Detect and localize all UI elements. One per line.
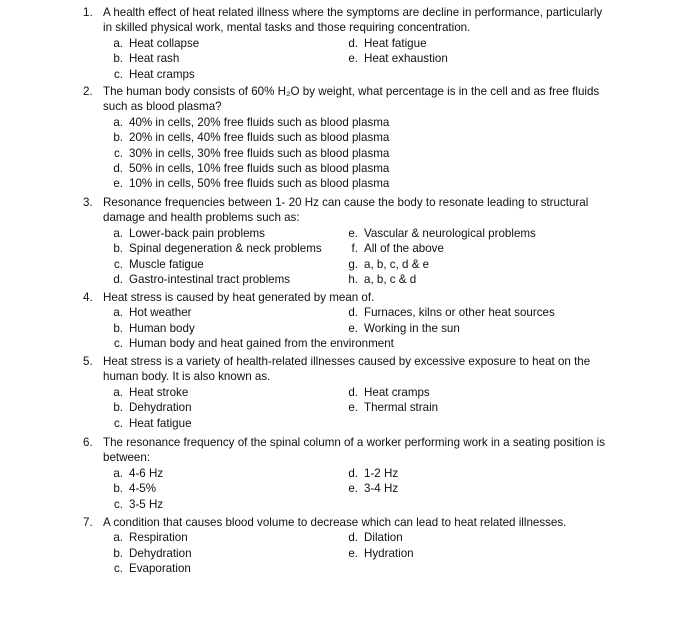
question-text: Resonance frequencies between 1- 20 Hz can cause the body to resonate leading to structural <box>103 196 589 209</box>
option-letter: c. <box>113 67 123 81</box>
option-letter: c. <box>113 146 123 160</box>
option-text: Dehydration <box>129 546 192 560</box>
option-letter: c. <box>113 257 123 271</box>
option-letter: h. <box>348 272 358 286</box>
option-text: 1-2 Hz <box>364 466 399 480</box>
question-number: 5. <box>83 355 93 368</box>
question-text: between: <box>103 451 151 465</box>
option-text: Respiration <box>129 531 188 545</box>
question-text: A condition that causes blood volume to decrease which can lead to heat related illnesses. <box>103 516 567 529</box>
option-text: Heat rash <box>129 52 180 66</box>
option-letter: e. <box>348 226 358 240</box>
option-text: Heat stroke <box>129 385 189 399</box>
option-letter: c. <box>113 497 123 511</box>
option-letter: e. <box>113 177 123 191</box>
option-text: Human body <box>129 321 195 335</box>
option-letter: d. <box>348 385 358 399</box>
option-text: All of the above <box>364 242 444 256</box>
option-letter: e. <box>348 52 358 66</box>
option-text: 50% in cells, 10% free fluids such as blood plasma <box>129 161 390 175</box>
question-2 <box>0 84 700 192</box>
option-letter: b. <box>113 52 123 66</box>
option-text: 4-6 Hz <box>129 466 164 480</box>
option-text: Hot weather <box>129 306 192 320</box>
option-letter: b. <box>113 321 123 335</box>
option-text: Spinal degeneration & neck problems <box>129 242 322 256</box>
option-text: Lower-back pain problems <box>129 226 265 240</box>
question-7 <box>0 515 700 577</box>
question-text: in skilled physical work, mental tasks and those requiring concentration. <box>103 21 471 35</box>
question-number: 1. <box>83 6 93 19</box>
option-text: Hydration <box>364 546 414 560</box>
option-text: Vascular & neurological problems <box>364 226 536 240</box>
option-text: 3-4 Hz <box>364 482 399 496</box>
option-text: Evaporation <box>129 562 191 576</box>
question-5 <box>0 354 700 431</box>
question-4 <box>0 290 700 352</box>
option-letter: e. <box>348 321 358 335</box>
option-letter: b. <box>113 131 123 145</box>
option-text: Working in the sun <box>364 321 460 335</box>
question-number: 3. <box>83 196 93 209</box>
option-text: Dehydration <box>129 401 192 415</box>
option-letter: a. <box>113 385 123 399</box>
option-text: Heat fatigue <box>129 416 192 430</box>
option-text: 4-5% <box>129 482 157 496</box>
option-letter: c. <box>113 562 123 576</box>
option-text: 3-5 Hz <box>129 497 164 511</box>
option-text: 20% in cells, 40% free fluids such as blood plasma <box>129 131 390 145</box>
option-text: Heat cramps <box>364 385 430 399</box>
question-text: Heat stress is caused by heat generated by mean of. <box>103 291 375 304</box>
option-text: Human body and heat gained from the environment <box>129 337 394 351</box>
option-letter: c. <box>113 337 123 351</box>
option-text: Thermal strain <box>364 401 439 415</box>
option-text: Heat exhaustion <box>364 52 448 66</box>
question-1 <box>0 5 700 82</box>
option-text: Muscle fatigue <box>129 257 204 271</box>
option-text: a, b, c, d & e <box>364 257 430 271</box>
option-letter: a. <box>113 36 123 50</box>
option-letter: b. <box>113 482 123 496</box>
question-number: 7. <box>83 516 93 529</box>
question-text: The resonance frequency of the spinal column of a worker performing work in a seating position is <box>103 436 606 449</box>
question-text: such as blood plasma? <box>103 100 222 114</box>
option-text: Furnaces, kilns or other heat sources <box>364 306 555 320</box>
option-text: Heat fatigue <box>364 36 427 50</box>
option-letter: b. <box>113 401 123 415</box>
option-letter: e. <box>348 482 358 496</box>
question-text: Heat stress is a variety of health-related illnesses caused by excessive exposure to heat on the <box>103 355 591 368</box>
option-text: 40% in cells, 20% free fluids such as blood plasma <box>129 115 390 129</box>
option-letter: b. <box>113 546 123 560</box>
question-text: human body. It is also known as. <box>103 370 271 384</box>
option-letter: e. <box>348 546 358 560</box>
option-text: a, b, c & d <box>364 272 417 286</box>
option-letter: d. <box>348 466 358 480</box>
option-letter: f. <box>351 242 358 256</box>
question-text: damage and health problems such as: <box>103 211 300 225</box>
option-letter: g. <box>348 257 358 271</box>
option-letter: a. <box>113 531 123 545</box>
option-letter: a. <box>113 226 123 240</box>
option-letter: e. <box>348 401 358 415</box>
question-3 <box>0 195 700 287</box>
option-letter: d. <box>348 531 358 545</box>
question-text: A health effect of heat related illness where the symptoms are decline in performance, particularly <box>103 6 603 19</box>
option-letter: c. <box>113 416 123 430</box>
option-letter: a. <box>113 306 123 320</box>
option-letter: a. <box>113 115 123 129</box>
option-letter: d. <box>348 306 358 320</box>
question-number: 2. <box>83 85 93 98</box>
option-text: 10% in cells, 50% free fluids such as blood plasma <box>129 177 390 191</box>
question-text: The human body consists of 60% H₂O by weight, what percentage is in the cell and as free fluids <box>103 85 600 98</box>
question-number: 6. <box>83 436 93 449</box>
option-text: Gastro-intestinal tract problems <box>129 272 291 286</box>
option-letter: d. <box>348 36 358 50</box>
option-letter: a. <box>113 466 123 480</box>
option-text: Dilation <box>364 531 403 545</box>
question-6 <box>0 435 700 512</box>
option-letter: b. <box>113 242 123 256</box>
option-letter: d. <box>113 272 123 286</box>
option-text: Heat collapse <box>129 36 200 50</box>
option-text: 30% in cells, 30% free fluids such as blood plasma <box>129 146 390 160</box>
option-letter: d. <box>113 161 123 175</box>
option-text: Heat cramps <box>129 67 195 81</box>
question-number: 4. <box>83 291 93 304</box>
